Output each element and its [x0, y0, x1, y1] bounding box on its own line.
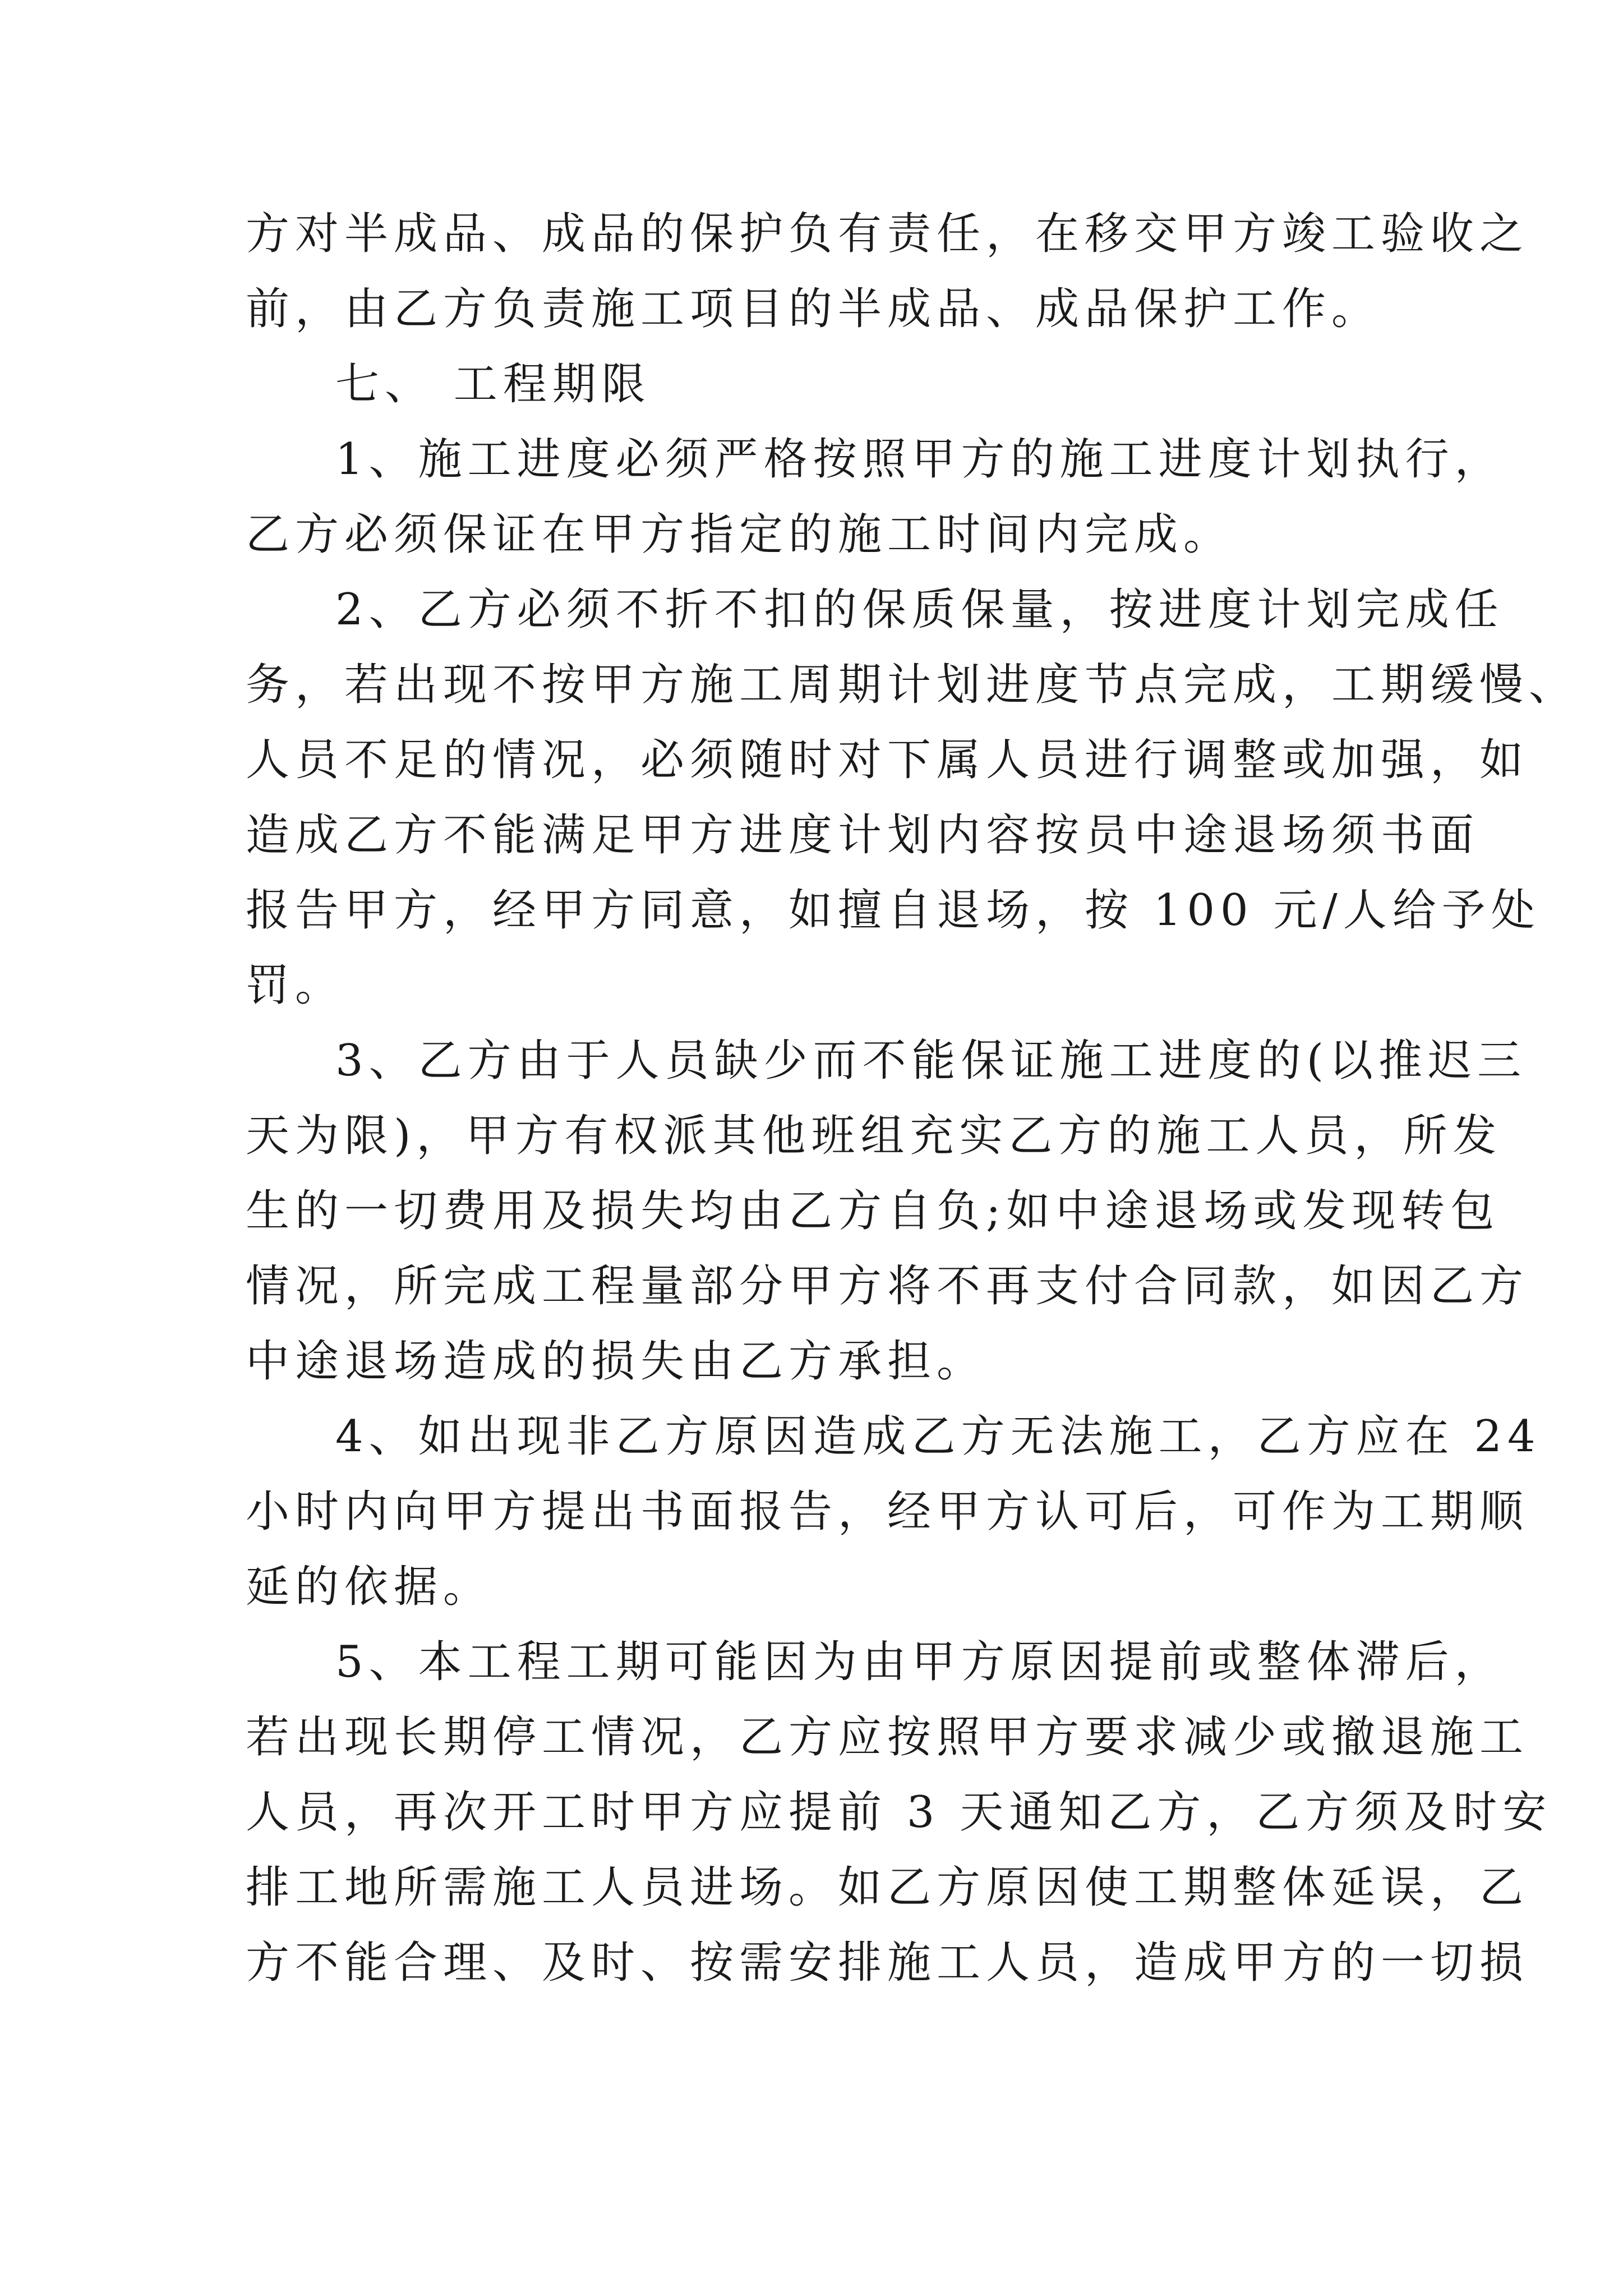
paragraph-clause-2 [246, 572, 1579, 1023]
text-line: 中途退场造成的损失由乙方承担。 [246, 1336, 986, 1387]
section-heading-project-period [246, 347, 1384, 422]
document-body [246, 196, 1579, 2000]
text-line: 3、乙方由于人员缺少而不能保证施工进度的(以推迟三 [335, 1036, 1527, 1086]
text-line: 罚。 [246, 960, 345, 1011]
text-line: 情况，所完成工程量部分甲方将不再支付合同款，如因乙方 [246, 1261, 1529, 1312]
paragraph-protection-continued [246, 196, 1529, 347]
text-line: 方对半成品、成品的保护负有责任，在移交甲方竣工验收之 [246, 209, 1529, 259]
text-line: 报告甲方，经甲方同意，如擅自退场，按 100 元/人给予处 [246, 885, 1541, 936]
paragraph-clause-1 [246, 422, 1504, 572]
paragraph-clause-5 [246, 1625, 1552, 2000]
text-line: 生的一切费用及损失均由乙方自负;如中途退场或发现转包 [246, 1186, 1500, 1236]
section-heading-text: 七、 工程期限 [335, 359, 651, 409]
text-line: 方不能合理、及时、按需安排施工人员，造成甲方的一切损 [246, 1938, 1529, 1988]
text-line: 2、乙方必须不折不扣的保质保量，按进度计划完成任 [335, 585, 1504, 635]
text-line: 造成乙方不能满足甲方进度计划内容按员中途退场须书面 [246, 810, 1480, 861]
text-line: 务，若出现不按甲方施工周期计划进度节点完成，工期缓慢、 [246, 660, 1579, 710]
text-line: 天为限)，甲方有权派其他班组充实乙方的施工人员，所发 [246, 1111, 1502, 1161]
paragraph-clause-4 [246, 1399, 1541, 1625]
paragraph-clause-3 [246, 1023, 1529, 1399]
text-line: 人员，再次开工时甲方应提前 3 天通知乙方，乙方须及时安 [246, 1787, 1552, 1838]
text-line: 前，由乙方负责施工项目的半成品、成品保护工作。 [246, 284, 1381, 334]
text-line: 小时内向甲方提出书面报告，经甲方认可后，可作为工期顺 [246, 1487, 1529, 1537]
text-line: 延的依据。 [246, 1562, 493, 1612]
text-line: 5、本工程工期可能因为由甲方原因提前或整体滞后， [335, 1637, 1504, 1687]
text-line: 若出现长期停工情况，乙方应按照甲方要求减少或撤退施工 [246, 1712, 1529, 1763]
text-line: 4、如出现非乙方原因造成乙方无法施工，乙方应在 24 [335, 1411, 1541, 1462]
text-line: 1、施工进度必须严格按照甲方的施工进度计划执行， [335, 434, 1504, 485]
text-line: 人员不足的情况，必须随时对下属人员进行调整或加强，如 [246, 735, 1529, 785]
text-line: 乙方必须保证在甲方指定的施工时间内完成。 [246, 509, 1233, 560]
text-line: 排工地所需施工人员进场。如乙方原因使工期整体延误，乙 [246, 1862, 1529, 1913]
